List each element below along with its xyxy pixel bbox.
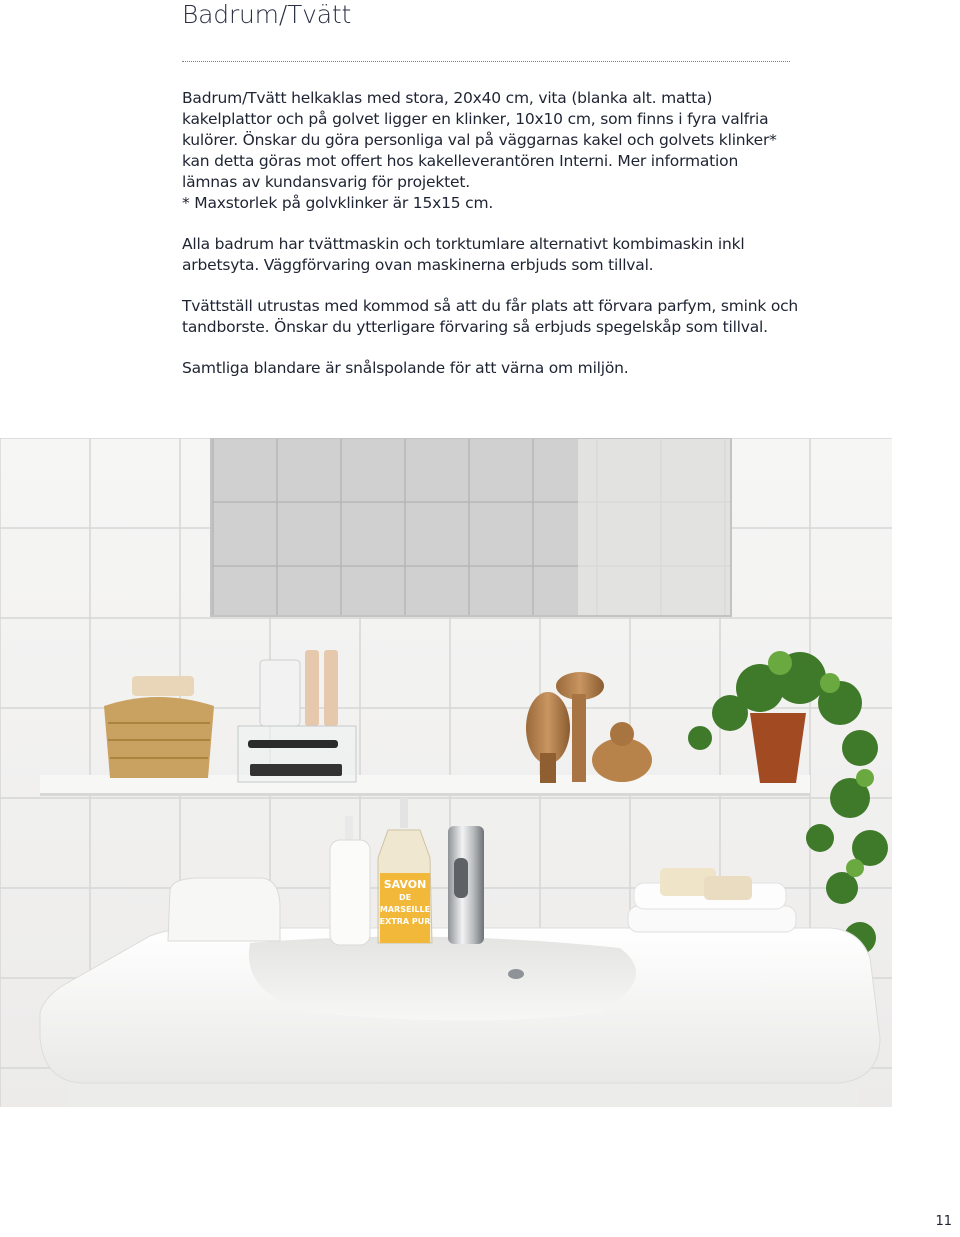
text-line: arbetsyta. Väggförvaring ovan maskinerna erbjuds som tillval.: [182, 256, 654, 274]
title-divider: [182, 61, 790, 62]
soap-label-line: EXTRA PUR: [379, 917, 431, 926]
bathroom-photo: [0, 438, 892, 1107]
page-title: Badrum/Tvätt: [182, 0, 352, 29]
text-line: Alla badrum har tvättmaskin och torktumlare alternativt kombimaskin inkl: [182, 235, 745, 253]
text-line: Tvättställ utrustas med kommod så att du får plats att förvara parfym, smink och: [182, 297, 799, 315]
paragraph-tiles: [182, 88, 802, 214]
text-line: * Maxstorlek på golvklinker är 15x15 cm.: [182, 194, 494, 212]
soap-label-line: SAVON: [383, 878, 427, 891]
text-line: Samtliga blandare är snålspolande för att värna om miljön.: [182, 359, 629, 377]
bathroom-illustration: [0, 438, 892, 1107]
soap-label-line: DE: [398, 893, 412, 902]
paragraph-washbasin: [182, 296, 802, 338]
paragraph-laundry: [182, 234, 802, 276]
soap-label-line: MARSEILLE: [379, 905, 431, 914]
text-line: kakelplattor och på golvet ligger en klinker, 10x10 cm, som finns i fyra valfria: [182, 110, 769, 128]
text-line: kan detta göras mot offert hos kakelleverantören Interni. Mer information: [182, 152, 739, 170]
paragraph-faucets: [182, 358, 802, 379]
page-number: 11: [935, 1214, 952, 1229]
faucet: [448, 826, 484, 944]
body-text: [182, 88, 802, 399]
text-line: kulörer. Önskar du göra personliga val på väggarnas kakel och golvets klinker*: [182, 131, 777, 149]
text-line: lämnas av kundansvarig för projektet.: [182, 173, 470, 191]
text-line: tandborste. Önskar du ytterligare förvaring så erbjuds spegelskåp som tillval.: [182, 318, 768, 336]
text-line: Badrum/Tvätt helkaklas med stora, 20x40 cm, vita (blanka alt. matta): [182, 89, 713, 107]
